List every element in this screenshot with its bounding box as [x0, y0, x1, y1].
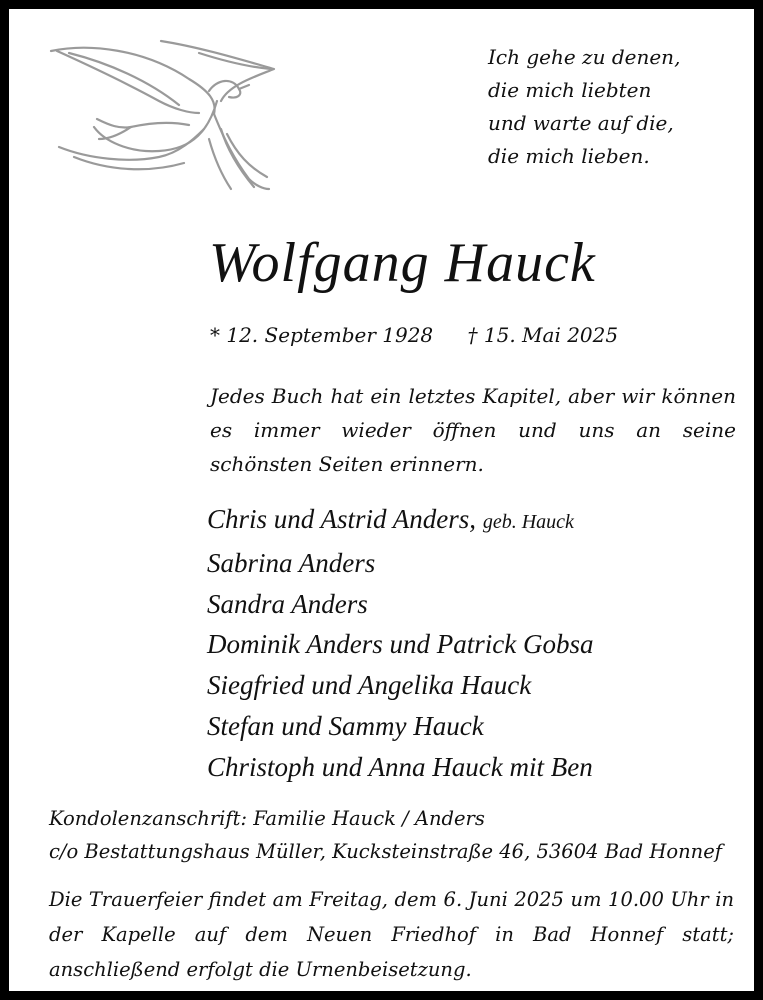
list-item: [207, 584, 737, 625]
memorial-quote: Jedes Buch hat ein letztes Kapitel, aber wir können es immer wieder öffnen und uns an seine schönsten Seiten erinnern.: [210, 384, 736, 476]
mourner-name: Siegfried und Angelika Hauck: [207, 670, 532, 701]
poem-line: die mich liebten: [488, 78, 652, 102]
condolence-address: [49, 802, 739, 868]
mourners-list: [207, 499, 737, 788]
mourner-name: Stefan und Sammy Hauck: [207, 710, 484, 741]
list-item: [207, 747, 737, 788]
condolence-line: c/o Bestattungshaus Müller, Kucksteinstraße 46, 53604 Bad Honnef: [49, 840, 722, 863]
life-dates: [210, 320, 618, 350]
mourner-name: Chris und Astrid Anders,: [207, 504, 477, 534]
service-details: Die Trauerfeier findet am Freitag, dem 6. Juni 2025 um 10.00 Uhr in der Kapelle auf dem Neuen Friedhof in Bad Honnef statt; anschließend erfolgt die Urnenbeisetzung.: [49, 888, 734, 981]
list-item: [207, 543, 737, 584]
poem-line: die mich lieben.: [488, 144, 650, 168]
poem-line: und warte auf die,: [488, 111, 674, 135]
birth-date: * 12. September 1928: [210, 323, 434, 347]
poem-line: Ich gehe zu denen,: [488, 45, 681, 69]
deceased-name: Wolfgang Hauck: [209, 232, 596, 294]
mourner-name: Sandra Anders: [207, 588, 368, 619]
mourner-name: Christoph und Anna Hauck mit Ben: [207, 751, 593, 782]
list-item: [207, 665, 737, 706]
condolence-line: Kondolenzanschrift: Familie Hauck / Anders: [49, 807, 485, 830]
list-item: [207, 706, 737, 747]
mourner-note: geb. Hauck: [482, 511, 574, 533]
mourner-name: Dominik Anders und Patrick Gobsa: [207, 629, 594, 660]
dove-icon: [49, 39, 279, 194]
death-date: † 15. Mai 2025: [467, 323, 619, 347]
mourner-name: Sabrina Anders: [207, 547, 376, 578]
poem: [488, 41, 738, 173]
list-item: [207, 499, 737, 543]
list-item: [207, 624, 737, 665]
